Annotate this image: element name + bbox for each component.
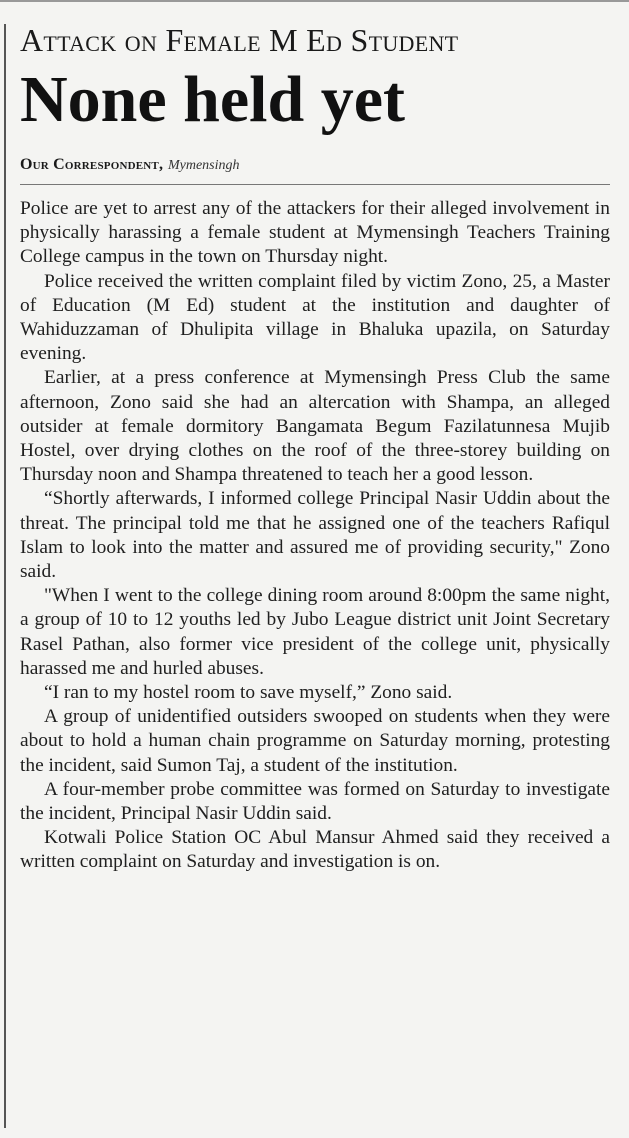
article-body [20,197,610,875]
kicker-headline: Attack on Female M Ed Student [20,22,459,58]
paragraph-1: Police are yet to arrest any of the attackers for their alleged involvement in physically harassing a female student at Mymensingh Teachers Training College campus in the town on Thursday night. [20,198,610,268]
paragraph-6: “I ran to my hostel room to save myself,” Zono said. [44,682,453,704]
paragraph-9: Kotwali Police Station OC Abul Mansur Ahmed said they received a written complaint on Saturday and investigation is on. [20,827,610,873]
article [20,20,610,875]
paragraph-4: “Shortly afterwards, I informed college Principal Nasir Uddin about the threat. The principal told me that he assigned one of the teachers Rafiqul Islam to look into the matter and assured me of providing security," Zono said. [20,488,610,583]
paragraph-8: A four-member probe committee was formed on Saturday to investigate the incident, Principal Nasir Uddin said. [20,778,610,825]
paragraph-5: "When I went to the college dining room around 8:00pm the same night, a group of 10 to 12 youths led by Jubo League district unit Joint Secretary Rasel Pathan, also former vice president of the college unit, physically harassed me and hurled abuses. [20,585,610,679]
byline-place: Mymensingh [167,158,240,173]
top-rule [0,0,629,2]
main-headline: None held yet [20,63,405,136]
byline [20,154,610,176]
paragraph-2: Police received the written complaint filed by victim Zono, 25, a Master of Education (M Ed) student at the institution and daughter of Wahiduzzaman of Dhulipita village in Bhaluka upazila, on Saturday evening. [20,270,610,365]
byline-divider [20,184,610,185]
paragraph-7: A group of unidentified outsiders swooped on students when they were about to hold a human chain programme on Saturday morning, protesting the incident, said Sumon Taj, a student of the institution. [20,706,610,776]
byline-author: Our Correspondent, [20,156,164,173]
column-rule [4,24,6,1128]
paragraph-3: Earlier, at a press conference at Mymensingh Press Club the same afternoon, Zono said she had an altercation with Shampa, an alleged outsider at female dormitory Bangamata Begum Fazilatunnesa Mujib Hostel, over drying clothes on the roof of the three-storey building on Thursday noon and Shampa threatened to teach her a good lesson. [20,367,610,486]
